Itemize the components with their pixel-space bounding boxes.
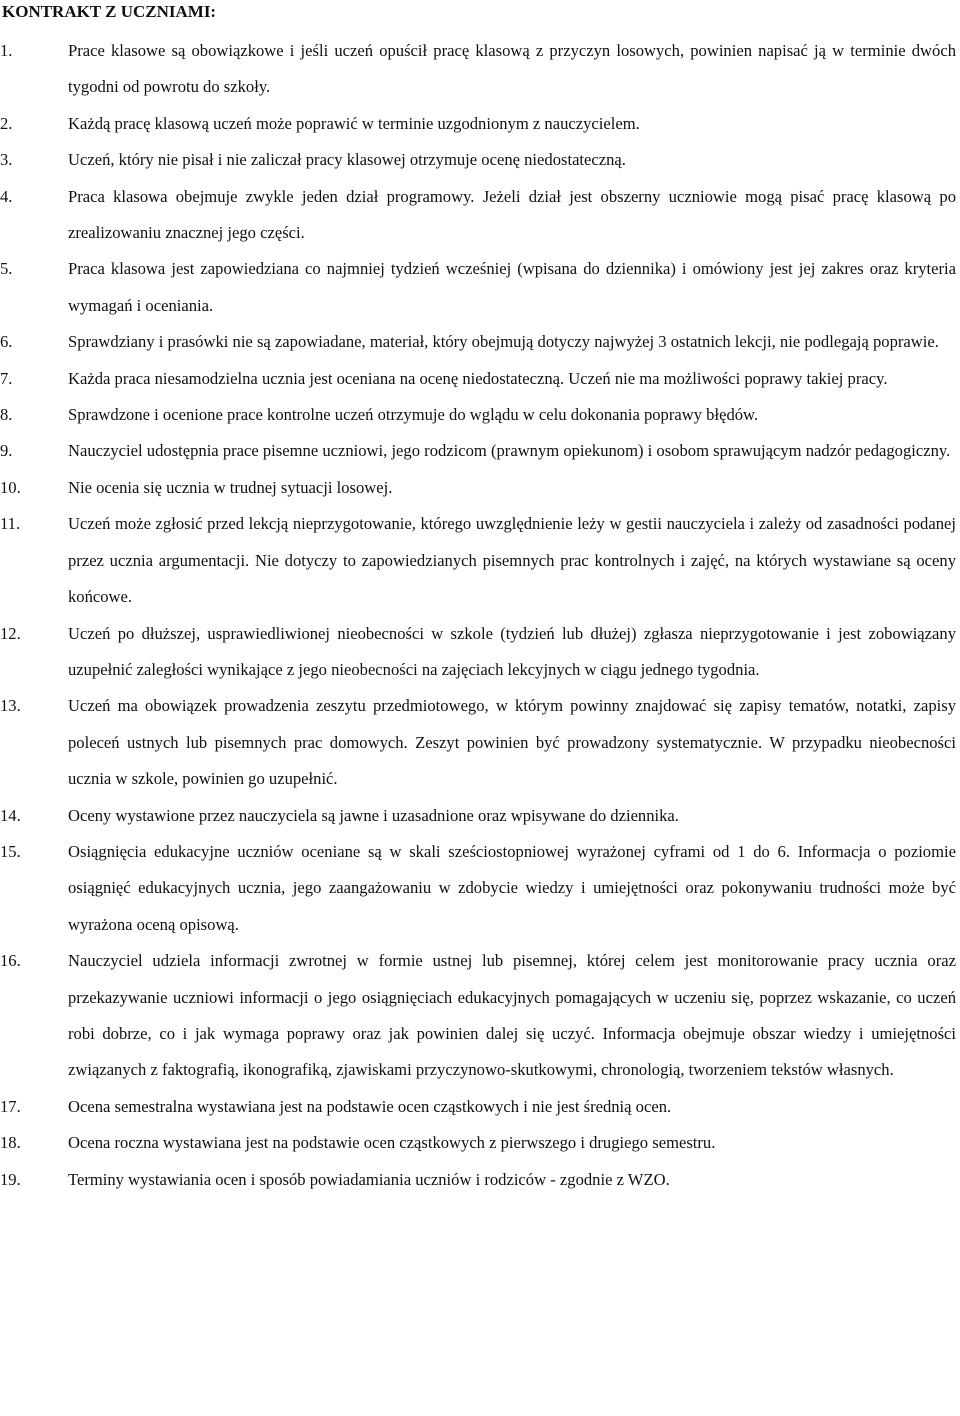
item-number: 13. xyxy=(0,696,21,716)
item-text: Ocena semestralna wystawiana jest na podstawie ocen cząstkowych i nie jest średnią ocen. xyxy=(68,1096,672,1116)
item-number: 16. xyxy=(0,951,21,971)
list-item xyxy=(0,251,960,324)
list-item xyxy=(0,834,960,943)
list-item xyxy=(0,397,960,433)
item-number: 18. xyxy=(0,1133,21,1153)
item-number: 2. xyxy=(0,113,13,133)
list-item xyxy=(0,106,960,142)
list-item xyxy=(0,798,960,834)
item-text: Praca klasowa obejmuje zwykle jeden dział programowy. Jeżeli dział jest obszerny uczniowie mogą pisać pracę klasową po zrealizowaniu znacznej jego części. xyxy=(68,186,956,243)
list-item xyxy=(0,179,960,252)
item-text: Nie ocenia się ucznia w trudnej sytuacji losowej. xyxy=(68,477,393,497)
item-text: Osiągnięcia edukacyjne uczniów oceniane są w skali sześciostopniowej wyrażonej cyframi od 1 do 6. Informacja o poziomie osiągnięć edukacyjnych ucznia, jego zaangażowaniu w zdobycie wiedzy i umiejętności oraz pokonywaniu trudności może być wyrażona oceną opisową. xyxy=(68,841,956,934)
item-text: Praca klasowa jest zapowiedziana co najmniej tydzień wcześniej (wpisana do dziennika) i omówiony jest jej zakres oraz kryteria wymagań i oceniania. xyxy=(68,259,956,315)
item-number: 9. xyxy=(0,441,13,461)
item-text: Nauczyciel udziela informacji zwrotnej w formie ustnej lub pisemnej, której celem jest monitorowanie pracy ucznia oraz przekazywanie uczniowi informacji o jego osiągnięciach edukacyjnych pomagających w uczeniu się, poprzez wskazanie, co uczeń robi dobrze, co i jak wymaga poprawy oraz jak powinien dalej się uczyć. Informacja obejmuje obszar wiedzy i umiejętności związanych z faktografią, ikonografiką, zjawiskami przyczynowo-skutkowymi, chronologią, tworzeniem tekstów własnych. xyxy=(68,951,956,1080)
list-item xyxy=(0,1125,960,1161)
list-item xyxy=(0,616,960,689)
list-item xyxy=(0,1162,960,1198)
item-text: Uczeń ma obowiązek prowadzenia zeszytu przedmiotowego, w którym powinny znajdować się zapisy tematów, notatki, zapisy poleceń ustnych lub pisemnych prac domowych. Zeszyt powinien być prowadzony systematycznie. W przypadku nieobecności ucznia w szkole, powinien go uzupełnić. xyxy=(68,696,956,789)
item-text: Nauczyciel udostępnia prace pisemne uczniowi, jego rodzicom (prawnym opiekunom) i osobom sprawującym nadzór pedagogiczny. xyxy=(68,441,951,461)
list-item xyxy=(0,324,960,360)
item-text: Prace klasowe są obowiązkowe i jeśli uczeń opuścił pracę klasową z przyczyn losowych, powinien napisać ją w terminie dwóch tygodni od powrotu do szkoły. xyxy=(68,41,956,97)
item-number: 19. xyxy=(0,1169,21,1189)
item-number: 8. xyxy=(0,405,13,425)
item-text: Uczeń, który nie pisał i nie zaliczał pracy klasowej otrzymuje ocenę niedostateczną. xyxy=(68,150,626,170)
item-text: Terminy wystawiania ocen i sposób powiadamiania uczniów i rodziców - zgodnie z WZO. xyxy=(68,1169,670,1189)
item-number: 15. xyxy=(0,841,21,861)
item-text: Każdą pracę klasową uczeń może poprawić w terminie uzgodnionym z nauczycielem. xyxy=(68,113,640,133)
item-number: 14. xyxy=(0,805,21,825)
item-number: 6. xyxy=(0,332,13,352)
list-item xyxy=(0,142,960,178)
item-number: 4. xyxy=(0,186,13,206)
list-item xyxy=(0,943,960,1089)
item-number: 1. xyxy=(0,41,13,60)
item-text: Sprawdziany i prasówki nie są zapowiadane, materiał, który obejmują dotyczy najwyżej 3 ostatnich lekcji, nie podlegają poprawie. xyxy=(68,332,939,352)
item-number: 5. xyxy=(0,259,13,279)
item-number: 7. xyxy=(0,368,13,388)
list-item xyxy=(0,433,960,469)
list-item xyxy=(0,33,960,106)
item-text: Każda praca niesamodzielna ucznia jest oceniana na ocenę niedostateczną. Uczeń nie ma możliwości poprawy takiej pracy. xyxy=(68,368,888,388)
list-item xyxy=(0,470,960,506)
item-number: 12. xyxy=(0,623,21,643)
document-title: KONTRAKT Z UCZNIAMI: xyxy=(2,2,217,21)
list-item xyxy=(0,506,960,615)
item-number: 11. xyxy=(0,514,21,534)
contract-rules-list xyxy=(0,33,960,1198)
item-text: Sprawdzone i ocenione prace kontrolne uczeń otrzymuje do wglądu w celu dokonania poprawy błędów. xyxy=(68,405,759,425)
item-text: Uczeń może zgłosić przed lekcją nieprzygotowanie, którego uwzględnienie leży w gestii nauczyciela i zależy od zasadności podanej przez ucznia argumentacji. Nie dotyczy to zapowiedzianych pisemnych prac kontrolnych i zajęć, na których wystawiane są oceny końcowe. xyxy=(68,514,956,607)
list-item xyxy=(0,688,960,797)
item-text: Uczeń po dłuższej, usprawiedliwionej nieobecności w szkole (tydzień lub dłużej) zgłasza nieprzygotowanie i jest zobowiązany uzupełnić zaległości wynikające z jego nieobecności na zajęciach lekcyjnych w ciągu jednego tygodnia. xyxy=(68,623,956,679)
item-text: Oceny wystawione przez nauczyciela są jawne i uzasadnione oraz wpisywane do dziennika. xyxy=(68,805,679,825)
item-number: 10. xyxy=(0,477,21,497)
item-number: 17. xyxy=(0,1096,21,1116)
list-item xyxy=(0,1089,960,1125)
list-item xyxy=(0,361,960,397)
item-number: 3. xyxy=(0,150,13,170)
item-text: Ocena roczna wystawiana jest na podstawie ocen cząstkowych z pierwszego i drugiego semestru. xyxy=(68,1133,716,1153)
